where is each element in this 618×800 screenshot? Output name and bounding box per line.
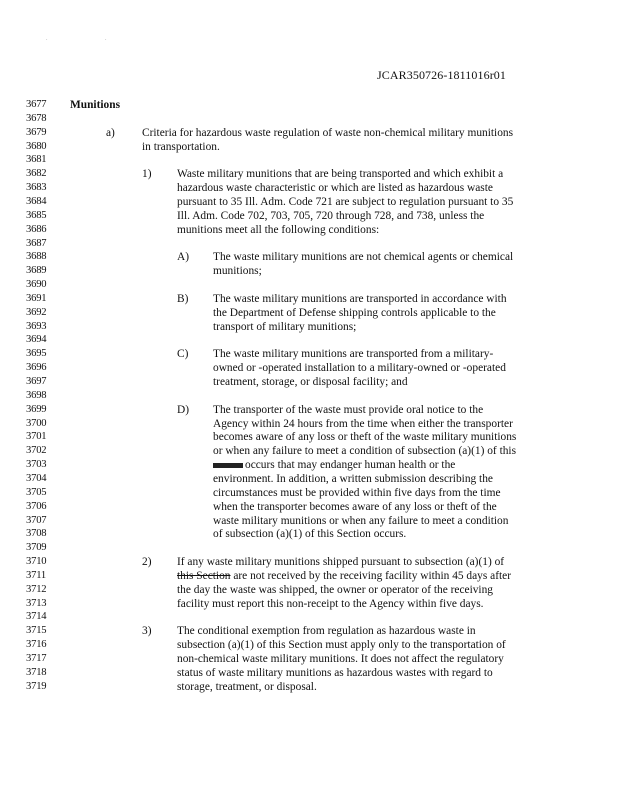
struck-text: this Section <box>177 569 231 582</box>
document-line <box>0 527 618 541</box>
text-segment: Ill. Adm. Code 702, 703, 705, 720 through 728, and 738, unless the <box>177 209 485 222</box>
line-text <box>70 98 120 112</box>
line-text <box>213 292 507 306</box>
line-number: 3686 <box>26 223 47 235</box>
document-line <box>0 624 618 638</box>
line-number: 3694 <box>26 334 47 346</box>
document-line <box>0 500 618 514</box>
document-line <box>0 237 618 251</box>
item-label: A) <box>177 251 190 264</box>
text-segment: owned or -operated installation to a military-owned or -operated <box>213 362 506 375</box>
document-line <box>0 458 618 472</box>
document-line <box>0 292 618 306</box>
item-label: C) <box>177 348 189 361</box>
line-number: 3699 <box>26 403 47 415</box>
line-text <box>177 666 493 680</box>
line-text <box>177 181 493 195</box>
line-number: 3701 <box>26 431 47 443</box>
text-segment: becomes aware of any loss or theft of the waste military munitions <box>213 431 517 444</box>
line-number: 3685 <box>26 209 47 221</box>
document-line <box>0 306 618 320</box>
text-segment: subsection (a)(1) of this Section must apply only to the transportation of <box>177 639 506 652</box>
document-line <box>0 583 618 597</box>
line-number: 3716 <box>26 639 47 651</box>
document-line <box>0 444 618 458</box>
item-label: B) <box>177 292 189 305</box>
document-line <box>0 181 618 195</box>
line-number: 3697 <box>26 376 47 387</box>
line-number: 3708 <box>26 528 47 540</box>
document-line <box>0 333 618 347</box>
text-segment: status of waste military munitions as hazardous wastes with regard to <box>177 666 493 679</box>
text-segment: The waste military munitions are transported from a military- <box>213 348 494 361</box>
line-number: 3700 <box>26 417 47 429</box>
text-segment: Agency within 24 hours from the time when either the transporter <box>213 417 513 430</box>
line-number: 3691 <box>26 292 47 304</box>
line-number: 3678 <box>26 112 47 124</box>
line-number: 3717 <box>26 653 47 664</box>
document-line <box>0 555 618 569</box>
text-segment: waste military munitions or when any failure to meet a condition <box>213 514 509 527</box>
document-line <box>0 389 618 403</box>
text-segment: occurs that may endanger human health or the <box>245 459 456 472</box>
text-segment: pursuant to 35 Ill. Adm. Code 721 are subject to regulation pursuant to 35 <box>177 195 514 208</box>
line-text <box>213 264 262 278</box>
line-number: 3682 <box>26 168 47 180</box>
document-line <box>0 153 618 167</box>
text-segment: treatment, storage, or disposal facility; and <box>213 376 408 388</box>
line-text <box>213 320 356 334</box>
text-segment: munitions; <box>213 265 262 278</box>
line-number: 3702 <box>26 445 47 457</box>
line-number: 3709 <box>26 542 47 554</box>
document-line <box>0 680 618 694</box>
line-text <box>213 403 483 417</box>
line-number: 3704 <box>26 472 47 484</box>
item-label: 3) <box>142 625 152 638</box>
redaction-mark <box>213 463 243 468</box>
text-segment: hazardous waste characteristic or which are listed as hazardous waste <box>177 182 493 195</box>
line-number: 3715 <box>26 625 47 637</box>
line-text <box>213 458 455 472</box>
line-text <box>177 652 504 666</box>
line-text <box>213 417 513 431</box>
document-line <box>0 112 618 126</box>
item-label: 2) <box>142 556 152 569</box>
text-segment: the Department of Defense shipping controls applicable to the <box>213 306 496 319</box>
section-heading: Munitions <box>70 99 121 111</box>
text-segment: If any waste military munitions shipped pursuant to subsection (a)(1) of <box>177 556 505 569</box>
document-line <box>0 638 618 652</box>
line-number: 3684 <box>26 195 47 207</box>
text-segment: transport of military munitions; <box>213 320 357 333</box>
line-number: 3689 <box>26 265 47 277</box>
text-segment: munitions meet all the following conditions: <box>177 223 380 236</box>
item-label: 1) <box>142 168 152 181</box>
text-segment: when the transporter becomes aware of any loss or theft of the <box>213 500 497 513</box>
line-number: 3710 <box>26 556 47 568</box>
line-text <box>177 624 476 638</box>
document-line <box>0 278 618 292</box>
line-text <box>177 597 484 611</box>
document-line <box>0 652 618 666</box>
text-segment: the day the waste was shipped, the owner or operator of the receiving <box>177 583 493 596</box>
line-text <box>213 250 513 264</box>
document-id: JCAR350726-1811016r01 <box>377 68 506 82</box>
text-segment: non-chemical waste military munitions. It does not affect the regulatory <box>177 653 504 665</box>
line-number: 3688 <box>26 251 47 263</box>
line-text <box>213 347 493 361</box>
line-text <box>213 500 497 514</box>
text-segment: The transporter of the waste must provide oral notice to the <box>213 403 484 416</box>
document-line <box>0 597 618 611</box>
line-number: 3680 <box>26 140 47 152</box>
document-line <box>0 430 618 444</box>
line-number: 3713 <box>26 597 47 609</box>
line-text <box>213 486 501 500</box>
line-text <box>177 195 513 209</box>
scan-specks: . . <box>46 36 135 42</box>
line-number: 3687 <box>26 237 47 249</box>
item-label: a) <box>106 126 115 139</box>
line-number: 3707 <box>26 514 47 526</box>
document-line <box>0 250 618 264</box>
text-segment: environment. In addition, a written submission describing the <box>213 472 493 485</box>
text-segment: in transportation. <box>142 140 220 153</box>
line-number: 3683 <box>26 182 47 194</box>
text-segment: or when any failure to meet a condition of subsection (a)(1) of this <box>213 445 517 458</box>
line-text <box>177 223 379 237</box>
line-text <box>213 306 496 320</box>
line-text <box>177 583 493 597</box>
line-number: 3692 <box>26 306 47 318</box>
text-segment: facility must report this non-receipt to the Agency within five days. <box>177 597 484 610</box>
line-text <box>213 527 406 541</box>
line-text <box>213 514 508 528</box>
line-number: 3703 <box>26 459 47 471</box>
document-line <box>0 417 618 431</box>
document-line <box>0 375 618 389</box>
line-text <box>177 569 511 583</box>
line-number: 3714 <box>26 611 47 623</box>
document-line <box>0 140 618 154</box>
text-segment: are not received by the receiving facility within 45 days after <box>230 569 512 582</box>
line-text <box>213 444 516 458</box>
document-line <box>0 264 618 278</box>
line-number: 3677 <box>26 99 47 110</box>
document-line <box>0 569 618 583</box>
line-text <box>213 361 506 375</box>
line-text <box>177 638 506 652</box>
document-line <box>0 472 618 486</box>
text-segment: of subsection (a)(1) of this Section occurs. <box>213 528 407 541</box>
text-segment: Criteria for hazardous waste regulation of waste non-chemical military munitions <box>142 126 514 139</box>
document-line <box>0 610 618 624</box>
line-text <box>213 472 493 486</box>
text-segment: Waste military munitions that are being transported and which exhibit a <box>177 168 504 181</box>
text-segment: storage, treatment, or disposal. <box>177 680 317 693</box>
line-number: 3679 <box>26 126 47 138</box>
document-line <box>0 167 618 181</box>
line-text <box>177 555 504 569</box>
line-number: 3698 <box>26 389 47 401</box>
document-line <box>0 514 618 528</box>
line-number: 3712 <box>26 583 47 595</box>
line-number: 3696 <box>26 362 47 374</box>
line-number: 3705 <box>26 486 47 498</box>
line-number: 3706 <box>26 500 47 512</box>
line-number: 3711 <box>26 569 46 581</box>
document-line <box>0 666 618 680</box>
document-line <box>0 98 618 112</box>
line-number: 3690 <box>26 279 47 291</box>
line-text <box>177 680 317 694</box>
document-line <box>0 541 618 555</box>
document-line <box>0 223 618 237</box>
document-line <box>0 195 618 209</box>
line-text <box>177 167 503 181</box>
document-line <box>0 403 618 417</box>
line-text <box>142 140 220 154</box>
text-segment: circumstances must be provided within five days from the time <box>213 486 501 499</box>
line-text <box>142 126 513 140</box>
line-number: 3693 <box>26 320 47 332</box>
text-segment: The waste military munitions are transported in accordance with <box>213 292 507 305</box>
line-number: 3681 <box>26 154 47 166</box>
line-number: 3695 <box>26 348 47 360</box>
line-number: 3718 <box>26 666 47 678</box>
item-label: D) <box>177 403 190 416</box>
line-text <box>177 209 484 223</box>
document-line <box>0 361 618 375</box>
line-number: 3719 <box>26 680 47 692</box>
line-text <box>213 375 408 389</box>
text-segment: The waste military munitions are not chemical agents or chemical <box>213 251 514 264</box>
document-line <box>0 347 618 361</box>
text-segment: The conditional exemption from regulation as hazardous waste in <box>177 625 476 638</box>
document-line <box>0 320 618 334</box>
line-text <box>213 430 516 444</box>
document-line <box>0 209 618 223</box>
document-line <box>0 486 618 500</box>
document-line <box>0 126 618 140</box>
